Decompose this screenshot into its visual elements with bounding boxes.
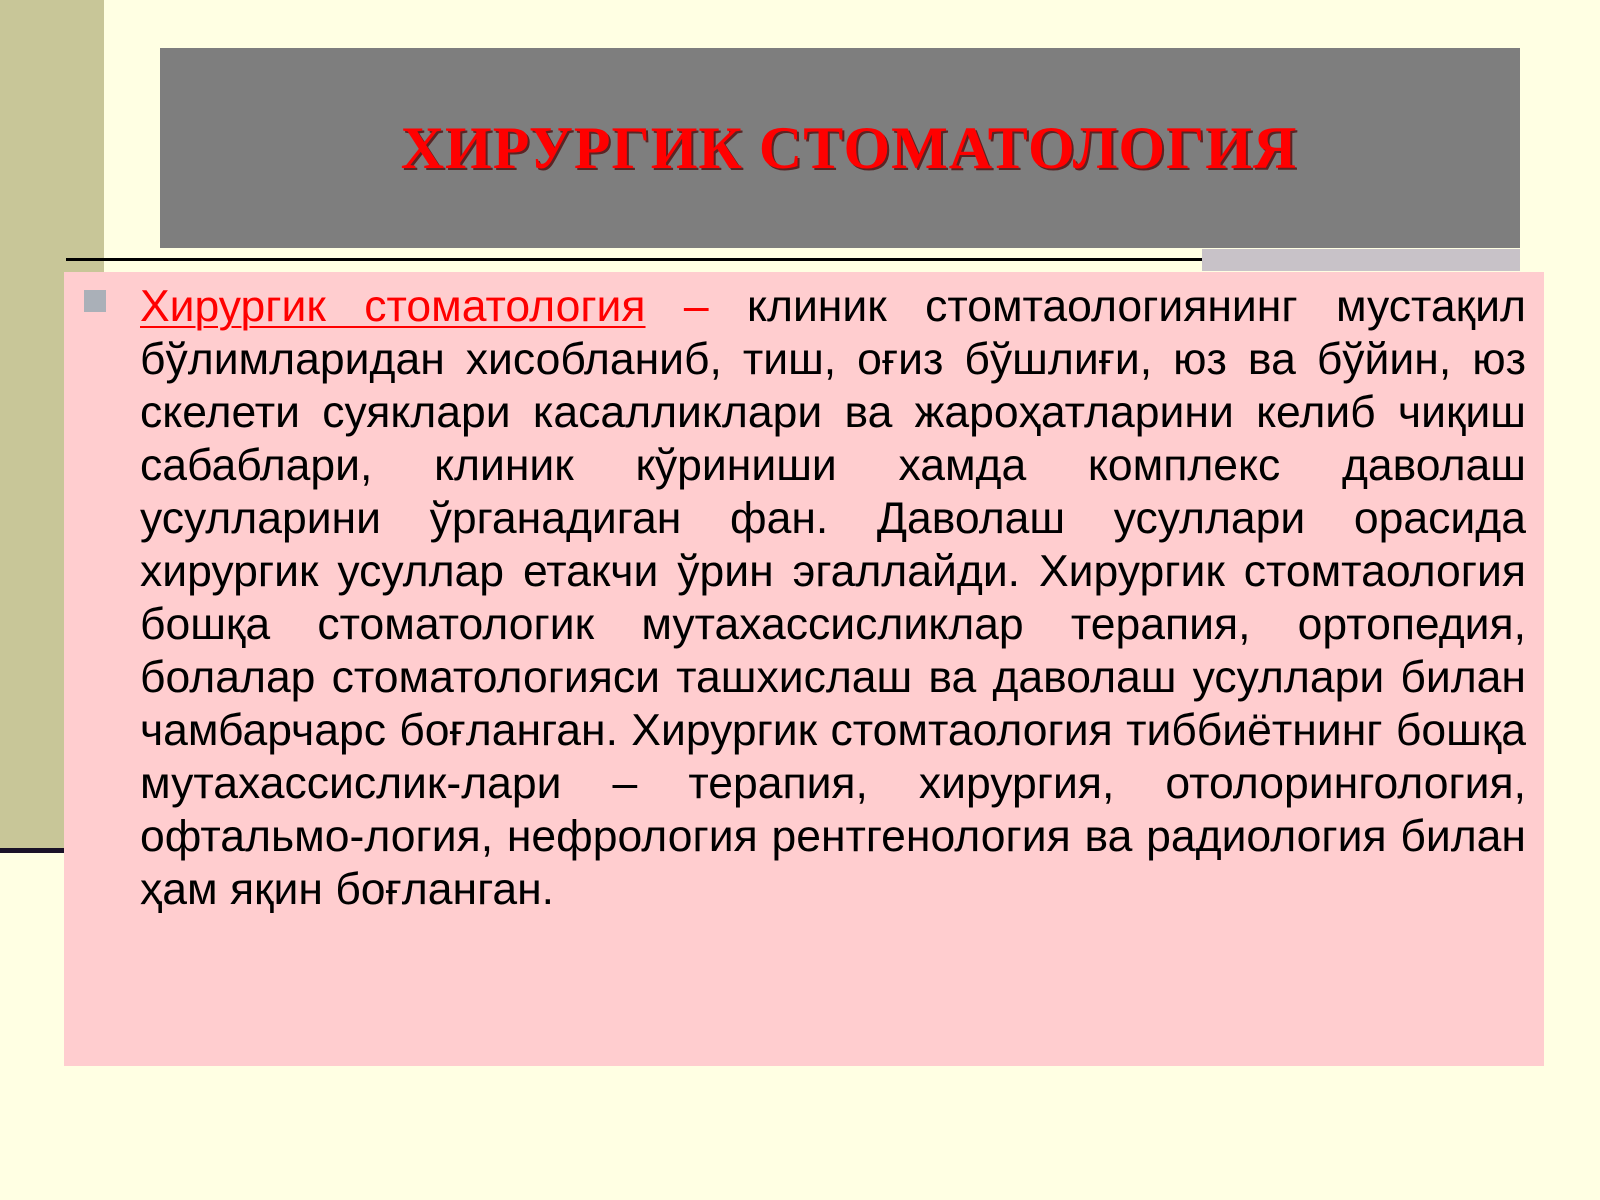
definition-text: клиник стомтаологиянинг мустақил бўлимларидан хисобланиб, тиш, оғиз бўшлиғи, юз ва бўйин, юз скелети суяклари касалликлари ва жароҳатларини келиб чиқиш сабаблари, клиник кўриниши хамда комплекс даволаш усулларини ўрганадиган фан. Даволаш усуллари орасида хирургик усуллар етакчи ўрин эгаллайди. Хирургик стомтаология бошқа стоматологик мутахассисликлар терапия, ортопедия, болалар стоматологияси ташхислаш ва даволаш усуллари билан чамбарчарс боғланган. Хирургик стомтаология тиббиётнинг бошқа мутахассислик-лари – терапия, хирургия, отолорингология, офтальмо-логия, нефрология рентгенология ва радиология билан ҳам яқин боғланган. [140,282,1526,914]
definition-paragraph [140,280,1526,916]
square-bullet-icon [84,290,106,312]
term-dash: – [683,282,709,331]
title-band [160,48,1520,248]
grey-accent-tab [1202,249,1520,271]
left-strip-rule [0,848,70,853]
slide-title: ХИРУРГИК СТОМАТОЛОГИЯ [400,114,1298,181]
term-link[interactable]: Хирургик стоматология [140,282,646,331]
